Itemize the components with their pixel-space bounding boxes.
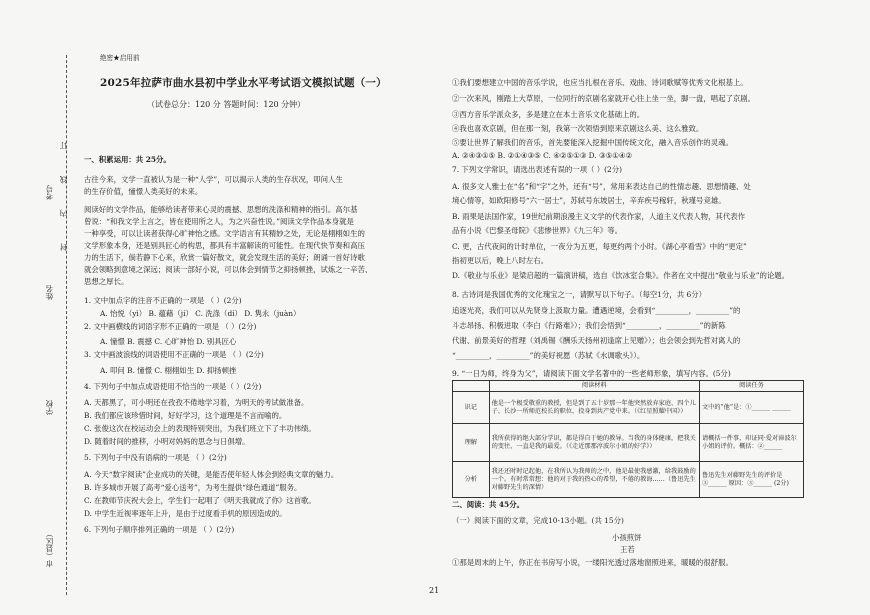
q7-c-1: C. 更，古代夜间的计时单位，一夜分为五更，每更约两个小时。《湖心亭看雪》中的“更定” <box>452 242 747 251</box>
q7-b-1: B. 雨果是法国作家，19世纪前期浪漫主义文学的代表作家，人道主义代表人物，其代表作 <box>452 212 745 221</box>
passage-line-8: 就会领略到意境之深远；阅读一部好小说，可以体会到情节之抑扬顿挫，试炼之一辛苦、 <box>84 265 373 274</box>
q6-sentence-4: ④我也喜欢京剧，但在那一刻，我第一次领悟到原来京剧这么美、这么雅致。 <box>452 124 704 133</box>
question-4-option-a: A. 天都黑了，可小明还在孜孜不倦地学习着，为明天的考试做准备。 <box>84 398 309 407</box>
page-number: 21 <box>429 586 440 595</box>
q7-a-2: 境心情等，如欧阳修号“六一居士”，苏轼号东坡居士，辛弃疾号稼轩，秋瑾号竞雄。 <box>452 196 726 205</box>
question-9: 9. “一日为师，终身为父”，请阅读下面文学名著中的一些老师形象，填写内容。(5分) <box>452 369 731 378</box>
row-recognize-material: 他是一个极受敬重的教授，但是到了五十岁那一年他突然放弃家庭、四个儿子、长沙一所师范校长的职位，投身到共产党中来。（《红星照耀中国》） <box>489 392 699 424</box>
question-4-option-b: B. 我们都应该珍惜时间，好好学习，这个道理是不言而喻的。 <box>84 411 287 420</box>
side-label-kaohao: 考号 <box>45 185 54 200</box>
q8-line-4: “_________，_________”的美好祝愿（苏轼《水调歌头》）。 <box>452 351 645 360</box>
question-3: 3. 文中画波浪线的词语使用不正确的一项是 （ ）(2分) <box>84 350 264 359</box>
q6-sentence-1: ①我们要想建立中国的音乐学说，也应当扎根在音乐、戏曲、诗词歌赋等优秀文化根基上。 <box>452 78 748 87</box>
question-5: 5. 下列句子中没有语病的一项是 （ ）(2分) <box>84 453 227 462</box>
q6-sentence-2: ②一次来风，刚踏上大草原，一位同行的京剧名家就开心往上坐一坐，脚一盘，唱起了京剧。 <box>452 94 756 103</box>
q7-b-2: 品有小说《巴黎圣母院》《悲惨世界》《九三年》等。 <box>452 226 622 235</box>
passage-line-9: 思想之厚长。 <box>84 277 129 286</box>
question-8: 8. 古诗词是我国优秀的文化瑰宝之一，请默写以下句子。（每空1分，共 6分） <box>452 290 706 299</box>
reading-task-table <box>452 380 804 498</box>
q6-options: A. ②④③①⑤ B. ②①④③⑤ C. ④②⑤①③ D. ③⑤①④② <box>452 151 633 160</box>
question-4-option-d: D. 随着时间的推移，小明对妈妈的思念与日俱增。 <box>84 437 250 446</box>
passage-line-7: 力的生活下，倘若静下心来，欣赏一篇好散文，就会发现生活的美好；朗诵一首好诗歌 <box>84 253 365 262</box>
question-5-option-b: B. 许多城市开展了高考“爱心送考”，为考生提供“绿色通道”服务。 <box>84 483 302 492</box>
q8-line-3: 代谢、前景美好的哲理（刘禹锡《酬乐天扬州初逢席上见赠》）；也会领会到先哲对离人的 <box>452 336 741 345</box>
passage-line-3: 阅读好的文学作品，能够给读者带来心灵的震撼、思想的洗涤和精神的指引。高尔基 <box>84 205 358 214</box>
q8-line-2: 斗志昂扬、积极进取（李白《行路难》）；我们会悟到“_________，_________”的新陈 <box>452 321 726 330</box>
question-1-options: A. 怡悦（yì） B. 蕴藉（jí） C. 洗涤（dí） D. 隽永（juàn） <box>100 309 301 318</box>
side-label-shiqu: 市（县区） <box>45 530 54 568</box>
row-label-analyze: 分析 <box>453 462 490 498</box>
row-understand-material: 我所获得的绝大部分学识，都是得自于她的教导。当我的身体健康，把我关的变往，一直是我的最爱。（《走近那那淳波尔小姐的好学》） <box>489 424 699 462</box>
question-5-option-c: C. 在教师节庆祝大会上，学生们一起唱了《明天我就成了你》这首歌。 <box>84 496 316 505</box>
side-label-xuexiao: 学校 <box>45 400 54 415</box>
row-label-recognize: 识记 <box>453 392 490 424</box>
q6-sentence-3: ③西方音乐学派众多，多是建立在本土音乐文化基础上的。 <box>452 110 645 119</box>
passage-line-5: 一种享受，可以让读者获得心旷神怡之感。文学语言有其精妙之处，无论是栩栩如生的 <box>84 229 365 238</box>
essay-para-1: ①那是周末的上午，你正在书房写小说，一缕阳光透过落地窗照进来，暖暖的很舒服。 <box>452 558 733 567</box>
section-two-heading: 二、阅读：共 45分。 <box>452 500 524 509</box>
essay-title: 小孩煎饼 <box>612 533 642 542</box>
question-2-options: A. 憧憬 B. 震撼 C. 心旷神怡 D. 别具匠心 <box>100 337 237 346</box>
question-7: 7. 下列文学常识，请选出表述有误的一项（ ）(2分) <box>452 165 623 174</box>
row-understand-task: 请概括一件事，印证同·爱对漳波尔小姐的评价。概括：②______ <box>699 424 803 462</box>
row-recognize-task: 文中的“他”是：①______ ______ <box>699 392 803 424</box>
essay-author: 王若 <box>620 545 635 554</box>
passage-line-4: 曾说：“和我文学上言之，皆在使用所之人，为之兴奋性说。”阅读文学作品本身就是 <box>84 217 354 226</box>
q8-line-1: 追逐光亮，我们可以从先贤身上汲取力量。遭遇逆境，会看到“_________，_________”的 <box>452 306 741 315</box>
row-analyze-task: 鲁迅先生对藤野先生的评价是③______ 原因：③______ (2分) <box>699 462 803 498</box>
table-header-material: 阅读材料 <box>489 381 699 392</box>
question-5-option-a: A. 今天“数字阅读”企业成功的关键，是能否使年轻人体会到经典文章的魅力。 <box>84 470 339 479</box>
page-title: 2025年拉萨市曲水县初中学业水平考试语文模拟试题（一） <box>100 77 387 89</box>
confidential-label: 绝密★启用前 <box>100 54 140 62</box>
row-analyze-material: 我还还时时记起他，在我所认为我师的之中，他是最使我感激，给我鼓励的一个。有时常常想：他的对于我的热心的希望，不倦的教诲……（鲁迅先生对藤野先生的深情） <box>489 462 699 498</box>
side-seal-text: 封 内 线 订 <box>59 130 68 252</box>
passage-line-2: 的生存价值，憧憬人类美好的未来。 <box>84 187 203 196</box>
q7-c-2: 指初更以后，晚上八时左右。 <box>452 256 549 265</box>
q7-d: D.《敬业与乐业》是梁启超的一篇演讲稿，选自《饮冰室合集》。作者在文中提出“敬业与乐业”的论题。 <box>452 271 790 280</box>
passage-line-1: 古往今来，文学一直被认为是一种“人学”，可以揭示人类的生存状况，叩问人生 <box>84 175 343 184</box>
reading-part-one: （一）阅读下面的文章，完成10-13小题。(共 15分) <box>452 516 624 525</box>
side-label-xingming: 姓名 <box>45 285 54 300</box>
question-1: 1. 文中加点字的注音不正确的一项是 （ ）(2分) <box>84 296 242 305</box>
row-label-understand: 理解 <box>453 424 490 462</box>
q6-sentence-5: ⑤要让世界了解我们的音乐，首先要能深入挖掘中国传统文化，融入音乐创作的灵魂。 <box>452 138 733 147</box>
passage-line-6: 文学形象本身，还是别具匠心的构思，都具有丰富解读的可能性。在现代快节奏和高压 <box>84 241 365 250</box>
question-4-option-c: C. 张俊这次在校运动会上的表现特别突出，为我们班立下了丰功伟绩。 <box>84 424 316 433</box>
question-4: 4. 下列句子中加点成语使用不恰当的一项是（ ）(2分) <box>84 382 262 391</box>
question-6: 6. 下列句子顺序排列正确的一项是 （ ）(2分) <box>84 525 235 534</box>
question-2: 2. 文中画横线的词语字形不正确的一项是 （ ）(2分) <box>84 322 257 331</box>
question-5-option-d: D. 中学生近视率逐年上升，是由于过度看手机的原因造成的。 <box>84 509 287 518</box>
q7-a-1: A. 很多文人雅士在“名”和“字”之外，还有“号”，常用来表达自己的性情志趣、思想情趣、处 <box>452 182 751 191</box>
exam-info: （试卷总分：120 分 答题时间：120 分钟） <box>147 100 306 109</box>
question-3-options: A. 叩问 B. 憧憬 C. 栩栩如生 D. 抑扬顿挫 <box>100 366 237 375</box>
table-header-task: 阅读任务 <box>699 381 803 392</box>
section-one-heading: 一、积累运用：共 25分。 <box>84 155 171 164</box>
